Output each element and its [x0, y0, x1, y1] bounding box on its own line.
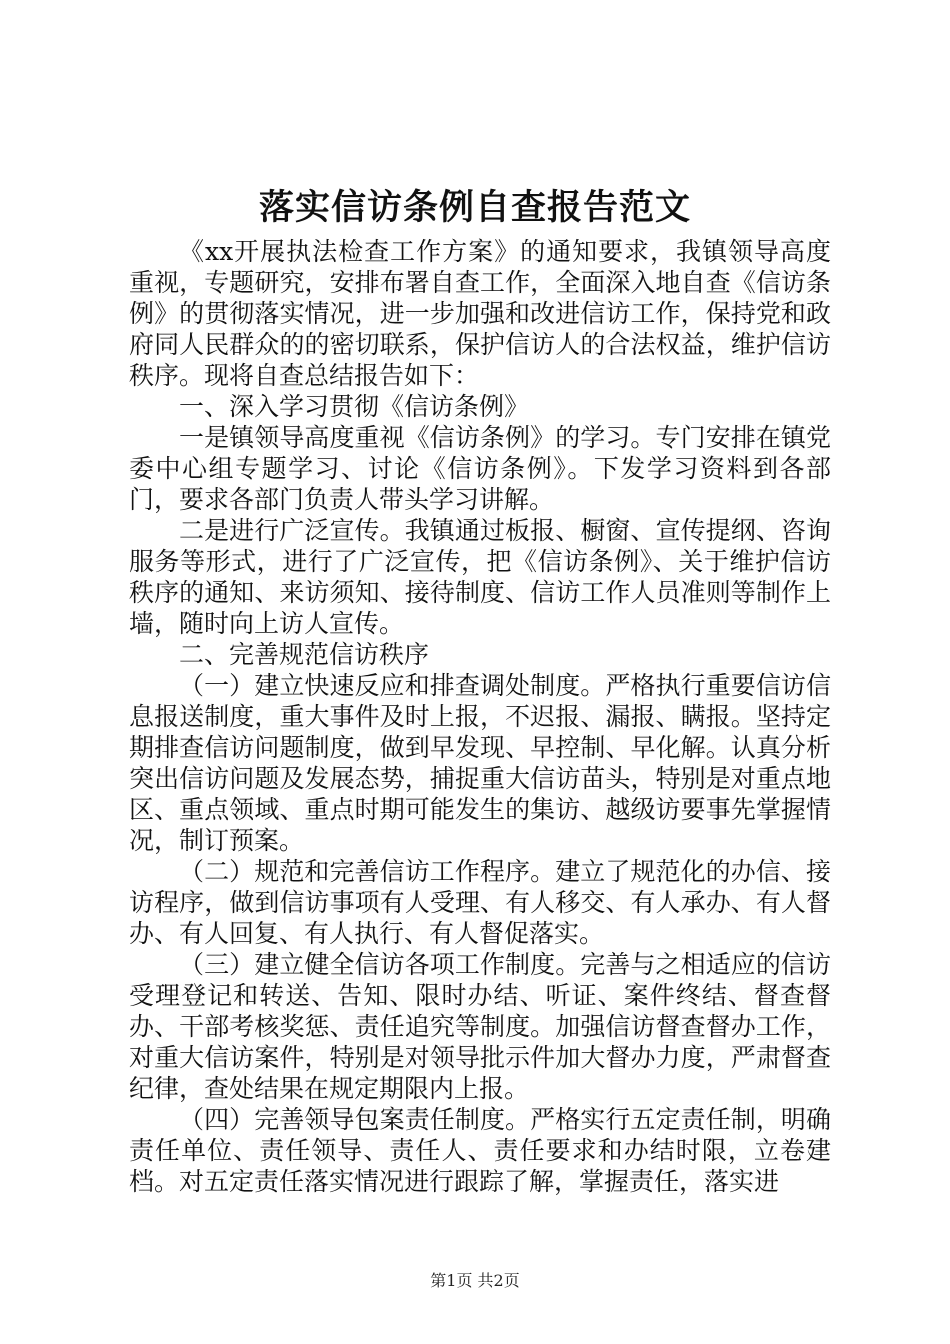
- intro-paragraph: 《xx开展执法检查工作方案》的通知要求，我镇领导高度重视，专题研究，安排布署自查工作，全面深入地自查《信访条例》的贯彻落实情况，进一步加强和改进信访工作，保持党和政府同人民群众的的密切联系，保护信访人的合法权益，维护信访秩序。现将自查总结报告如下：: [129, 237, 831, 390]
- paragraph-2-1: （一）建立快速反应和排查调处制度。严格执行重要信访信息报送制度，重大事件及时上报，不迟报、漏报、瞒报。坚持定期排查信访问题制度，做到早发现、早控制、早化解。认真分析突出信访问题及发展态势，捕捉重大信访苗头，特别是对重点地区、重点领域、重点时期可能发生的集访、越级访要事先掌握情况，制订预案。: [129, 671, 831, 855]
- document-title: 落实信访条例自查报告范文: [258, 187, 691, 228]
- paragraph-2-4: （四）完善领导包案责任制度。严格实行五定责任制，明确责任单位、责任领导、责任人、责任要求和办结时限，立卷建档。对五定责任落实情况进行跟踪了解，掌握责任，落实进: [129, 1105, 831, 1196]
- document-body: [129, 236, 831, 1197]
- page-footer: 第1页 共2页: [430, 1271, 520, 1290]
- section-heading-1: 一、深入学习贯彻《信访条例》: [179, 392, 530, 421]
- paragraph-1-2: 二是进行广泛宣传。我镇通过板报、橱窗、宣传提纲、咨询服务等形式，进行了广泛宣传，把《信访条例》、关于维护信访秩序的通知、来访须知、接待制度、信访工作人员准则等制作上墙，随时向上访人宣传。: [129, 516, 831, 638]
- paragraph-2-2: （二）规范和完善信访工作程序。建立了规范化的办信、接访程序，做到信访事项有人受理、有人移交、有人承办、有人督办、有人回复、有人执行、有人督促落实。: [129, 857, 831, 948]
- section-heading-2: 二、完善规范信访秩序: [179, 640, 430, 669]
- paragraph-2-3: （三）建立健全信访各项工作制度。完善与之相适应的信访受理登记和转送、告知、限时办结、听证、案件终结、督查督办、干部考核奖惩、责任追究等制度。加强信访督查督办工作，对重大信访案件，特别是对领导批示件加大督办力度，严肃督查纪律，查处结果在规定期限内上报。: [129, 950, 831, 1103]
- paragraph-1-1: 一是镇领导高度重视《信访条例》的学习。专门安排在镇党委中心组专题学习、讨论《信访条例》。下发学习资料到各部门，要求各部门负责人带头学习讲解。: [129, 423, 831, 514]
